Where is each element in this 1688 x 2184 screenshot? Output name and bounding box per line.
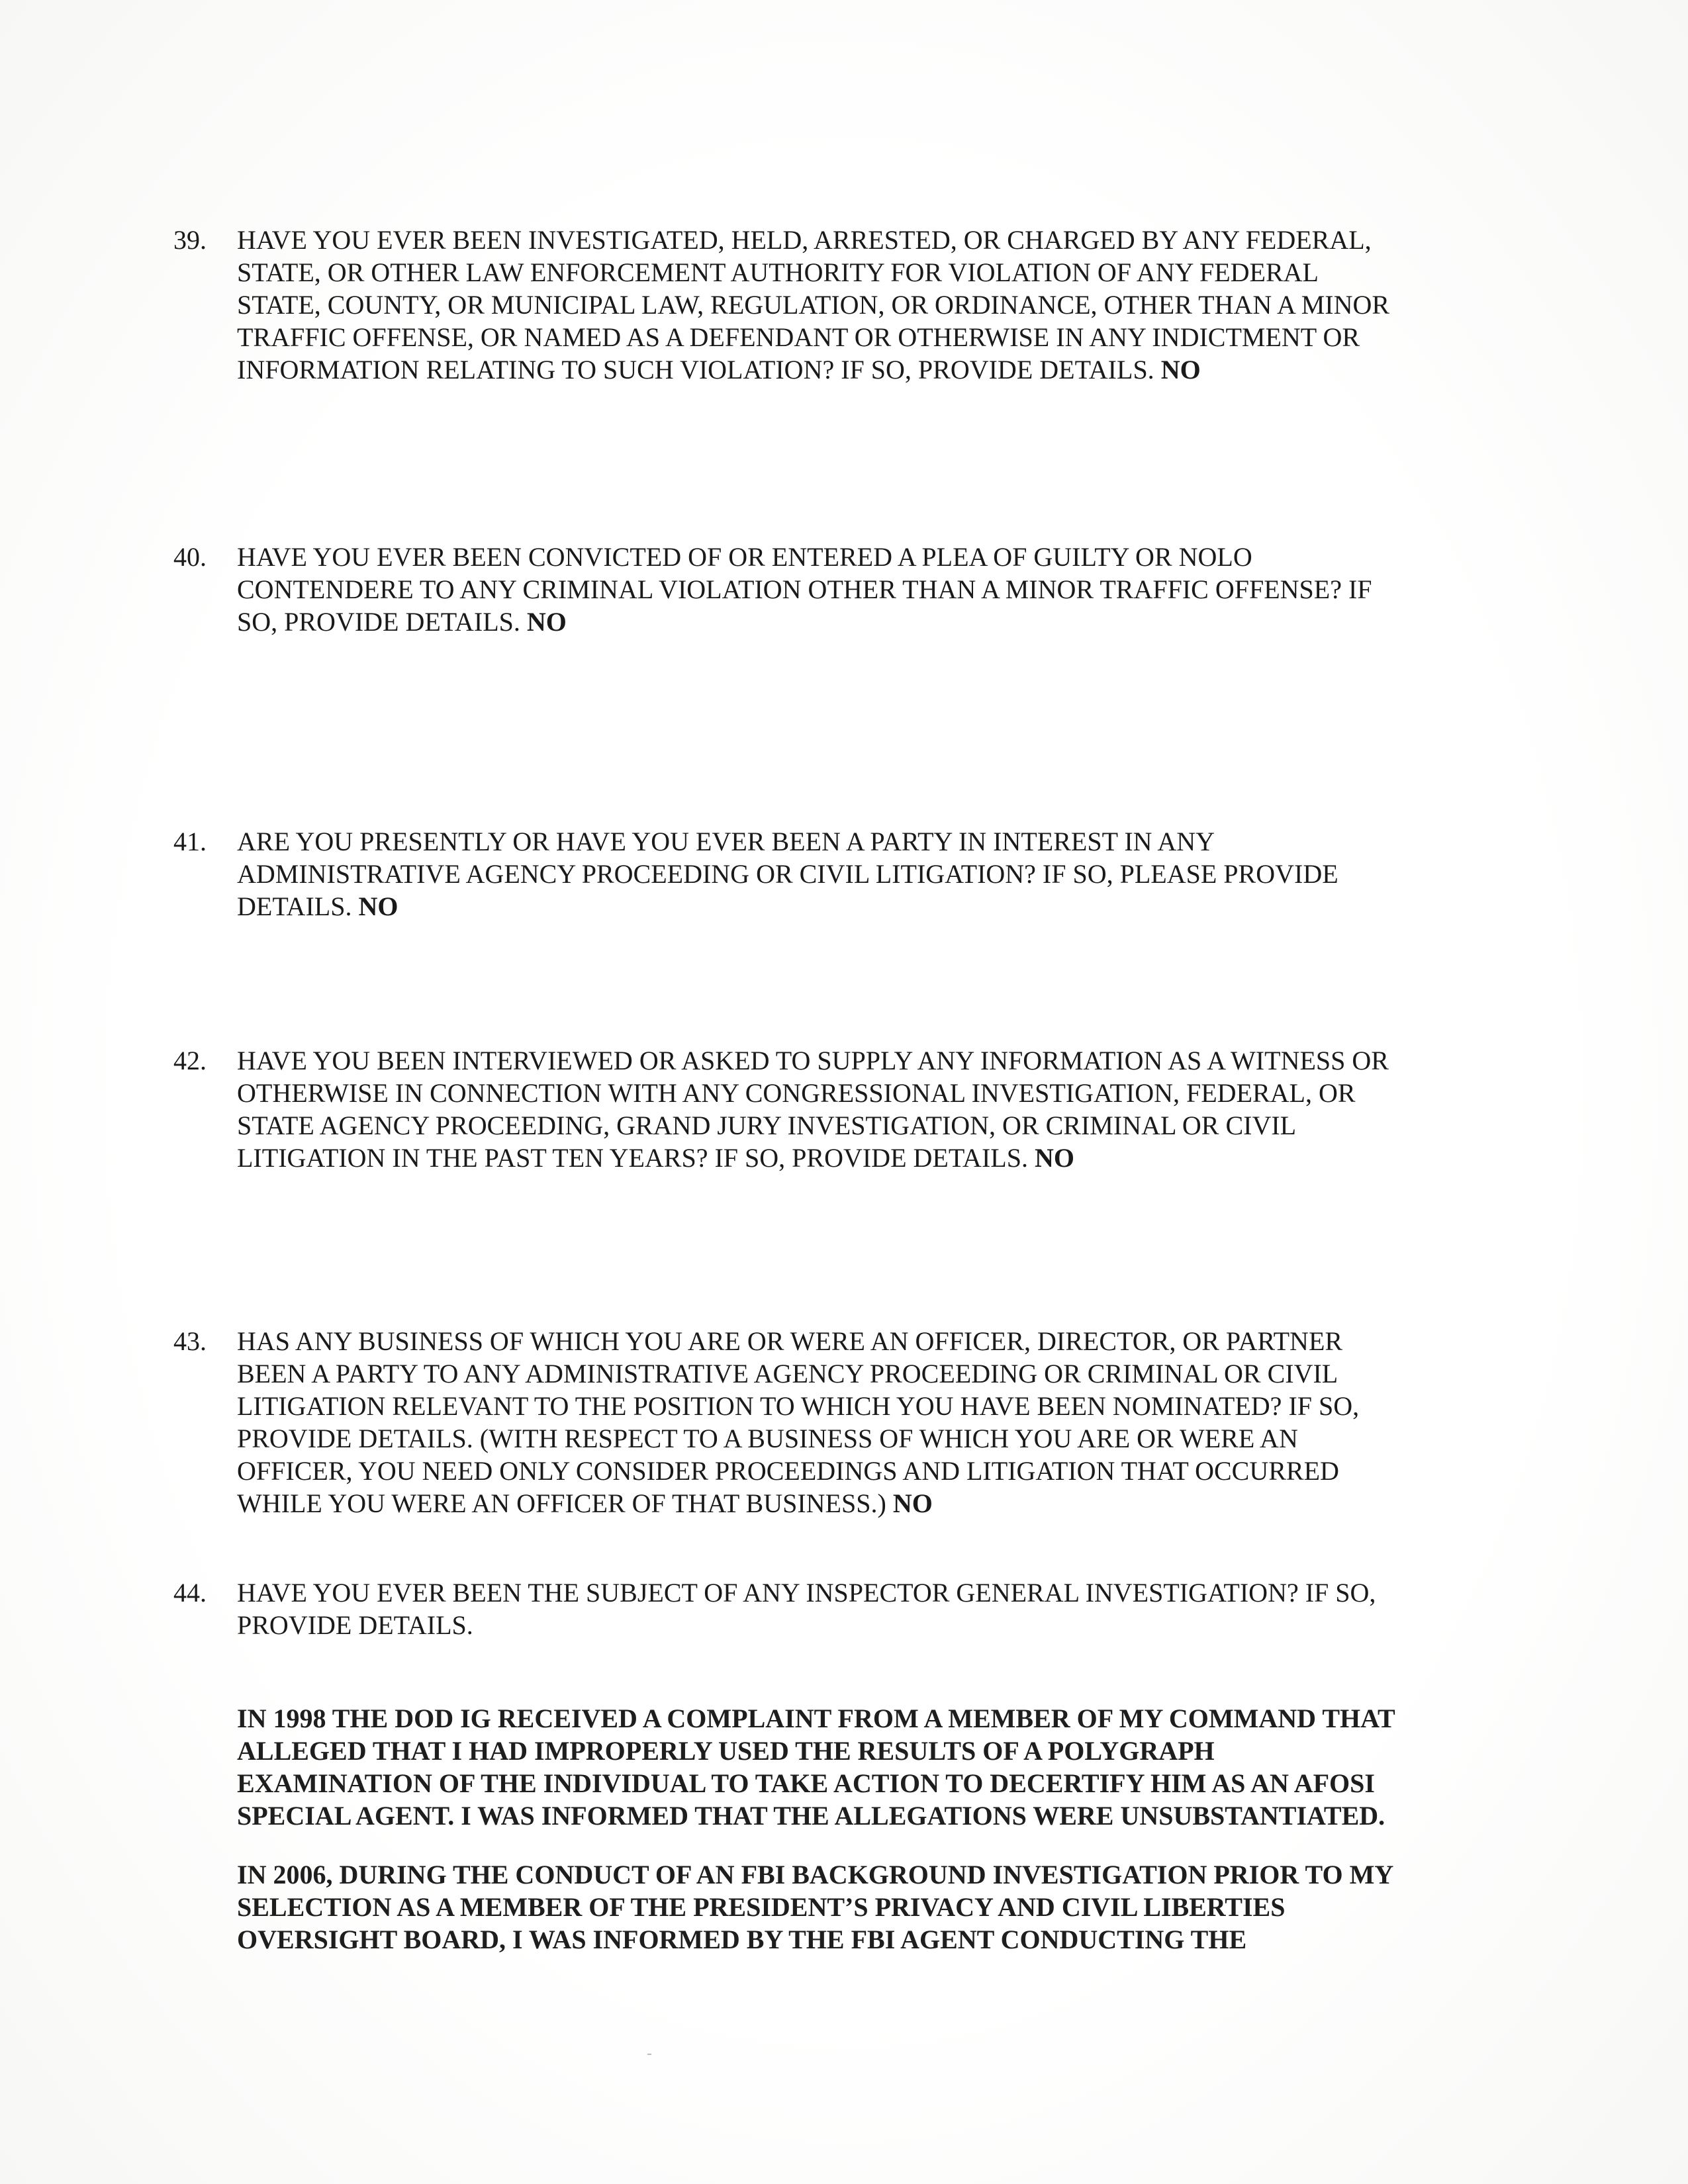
- response-paragraph-2: [237, 1858, 1468, 1956]
- question-line-last: [237, 890, 1497, 923]
- question-line: LITIGATION RELEVANT TO THE POSITION TO WHICH YOU HAVE BEEN NOMINATED? IF SO,: [237, 1391, 1360, 1421]
- question-line: SO, PROVIDE DETAILS.: [237, 607, 520, 637]
- question-line: HAS ANY BUSINESS OF WHICH YOU ARE OR WERE AN OFFICER, DIRECTOR, OR PARTNER: [237, 1326, 1343, 1356]
- question-44: [173, 1576, 1497, 1641]
- question-number: 43.: [173, 1326, 207, 1356]
- answer: NO: [1160, 355, 1201, 385]
- question-line: CONTENDERE TO ANY CRIMINAL VIOLATION OTHER THAN A MINOR TRAFFIC OFFENSE? IF: [237, 574, 1372, 604]
- question-line-last: [237, 1487, 1497, 1520]
- question-text: [237, 825, 1497, 923]
- question-text: [237, 1576, 1497, 1641]
- question-line: STATE, OR OTHER LAW ENFORCEMENT AUTHORITY FOR VIOLATION OF ANY FEDERAL: [237, 257, 1319, 287]
- response-line: IN 1998 THE DOD IG RECEIVED A COMPLAINT FROM A MEMBER OF MY COMMAND THAT: [237, 1704, 1395, 1733]
- question-number: 39.: [173, 225, 207, 255]
- response-line: IN 2006, DURING THE CONDUCT OF AN FBI BACKGROUND INVESTIGATION PRIOR TO MY: [237, 1860, 1394, 1889]
- question-line: ARE YOU PRESENTLY OR HAVE YOU EVER BEEN A PARTY IN INTEREST IN ANY: [237, 827, 1215, 856]
- question-line: OFFICER, YOU NEED ONLY CONSIDER PROCEEDINGS AND LITIGATION THAT OCCURRED: [237, 1456, 1339, 1486]
- question-line: PROVIDE DETAILS. (WITH RESPECT TO A BUSINESS OF WHICH YOU ARE OR WERE AN: [237, 1424, 1298, 1453]
- question-41: [173, 825, 1497, 923]
- answer: NO: [892, 1488, 933, 1518]
- response-line: SELECTION AS A MEMBER OF THE PRESIDENT’S PRIVACY AND CIVIL LIBERTIES: [237, 1892, 1286, 1922]
- question-43: [173, 1325, 1497, 1520]
- question-line-last: [237, 353, 1497, 386]
- question-line: STATE, COUNTY, OR MUNICIPAL LAW, REGULATION, OR ORDINANCE, OTHER THAN A MINOR: [237, 290, 1390, 320]
- question-text: [237, 224, 1497, 386]
- question-line: INFORMATION RELATING TO SUCH VIOLATION? IF SO, PROVIDE DETAILS.: [237, 355, 1154, 385]
- question-line-last: [237, 606, 1497, 638]
- question-line: ADMINISTRATIVE AGENCY PROCEEDING OR CIVIL LITIGATION? IF SO, PLEASE PROVIDE: [237, 859, 1338, 889]
- response-line: EXAMINATION OF THE INDIVIDUAL TO TAKE ACTION TO DECERTIFY HIM AS AN AFOSI: [237, 1768, 1375, 1798]
- question-42: [173, 1044, 1497, 1174]
- question-line: HAVE YOU BEEN INTERVIEWED OR ASKED TO SUPPLY ANY INFORMATION AS A WITNESS OR: [237, 1046, 1389, 1075]
- question-40: [173, 541, 1497, 638]
- question-39: [173, 224, 1497, 386]
- question-line: PROVIDE DETAILS.: [237, 1610, 473, 1640]
- question-line: STATE AGENCY PROCEEDING, GRAND JURY INVESTIGATION, OR CRIMINAL OR CIVIL: [237, 1111, 1297, 1140]
- question-line: TRAFFIC OFFENSE, OR NAMED AS A DEFENDANT OR OTHERWISE IN ANY INDICTMENT OR: [237, 322, 1360, 352]
- answer: NO: [358, 891, 399, 921]
- question-text: [237, 1044, 1497, 1174]
- question-line: DETAILS.: [237, 891, 359, 921]
- response-paragraph-1: [237, 1702, 1468, 1832]
- question-line-last: [237, 1142, 1497, 1174]
- answer: NO: [1034, 1143, 1074, 1173]
- question-line: HAVE YOU EVER BEEN THE SUBJECT OF ANY INSPECTOR GENERAL INVESTIGATION? IF SO,: [237, 1578, 1376, 1608]
- question-line: HAVE YOU EVER BEEN CONVICTED OF OR ENTERED A PLEA OF GUILTY OR NOLO: [237, 542, 1252, 572]
- question-number: 42.: [173, 1046, 207, 1075]
- response-line: ALLEGED THAT I HAD IMPROPERLY USED THE RESULTS OF A POLYGRAPH: [237, 1736, 1215, 1766]
- question-line: LITIGATION IN THE PAST TEN YEARS? IF SO, PROVIDE DETAILS.: [237, 1143, 1028, 1173]
- question-line: HAVE YOU EVER BEEN INVESTIGATED, HELD, ARRESTED, OR CHARGED BY ANY FEDERAL,: [237, 225, 1372, 255]
- question-number: 40.: [173, 542, 207, 572]
- question-line: WHILE YOU WERE AN OFFICER OF THAT BUSINESS.): [237, 1488, 886, 1518]
- answer: NO: [526, 607, 567, 637]
- question-line: BEEN A PARTY TO ANY ADMINISTRATIVE AGENCY PROCEEDING OR CRIMINAL OR CIVIL: [237, 1359, 1338, 1388]
- scan-mark: [647, 2054, 651, 2055]
- question-line: OTHERWISE IN CONNECTION WITH ANY CONGRESSIONAL INVESTIGATION, FEDERAL, OR: [237, 1078, 1356, 1108]
- question-text: [237, 541, 1497, 638]
- response-line: OVERSIGHT BOARD, I WAS INFORMED BY THE FBI AGENT CONDUCTING THE: [237, 1925, 1247, 1954]
- question-number: 44.: [173, 1578, 207, 1608]
- response-line: SPECIAL AGENT. I WAS INFORMED THAT THE ALLEGATIONS WERE UNSUBSTANTIATED.: [237, 1801, 1385, 1831]
- question-number: 41.: [173, 827, 207, 856]
- question-text: [237, 1325, 1497, 1520]
